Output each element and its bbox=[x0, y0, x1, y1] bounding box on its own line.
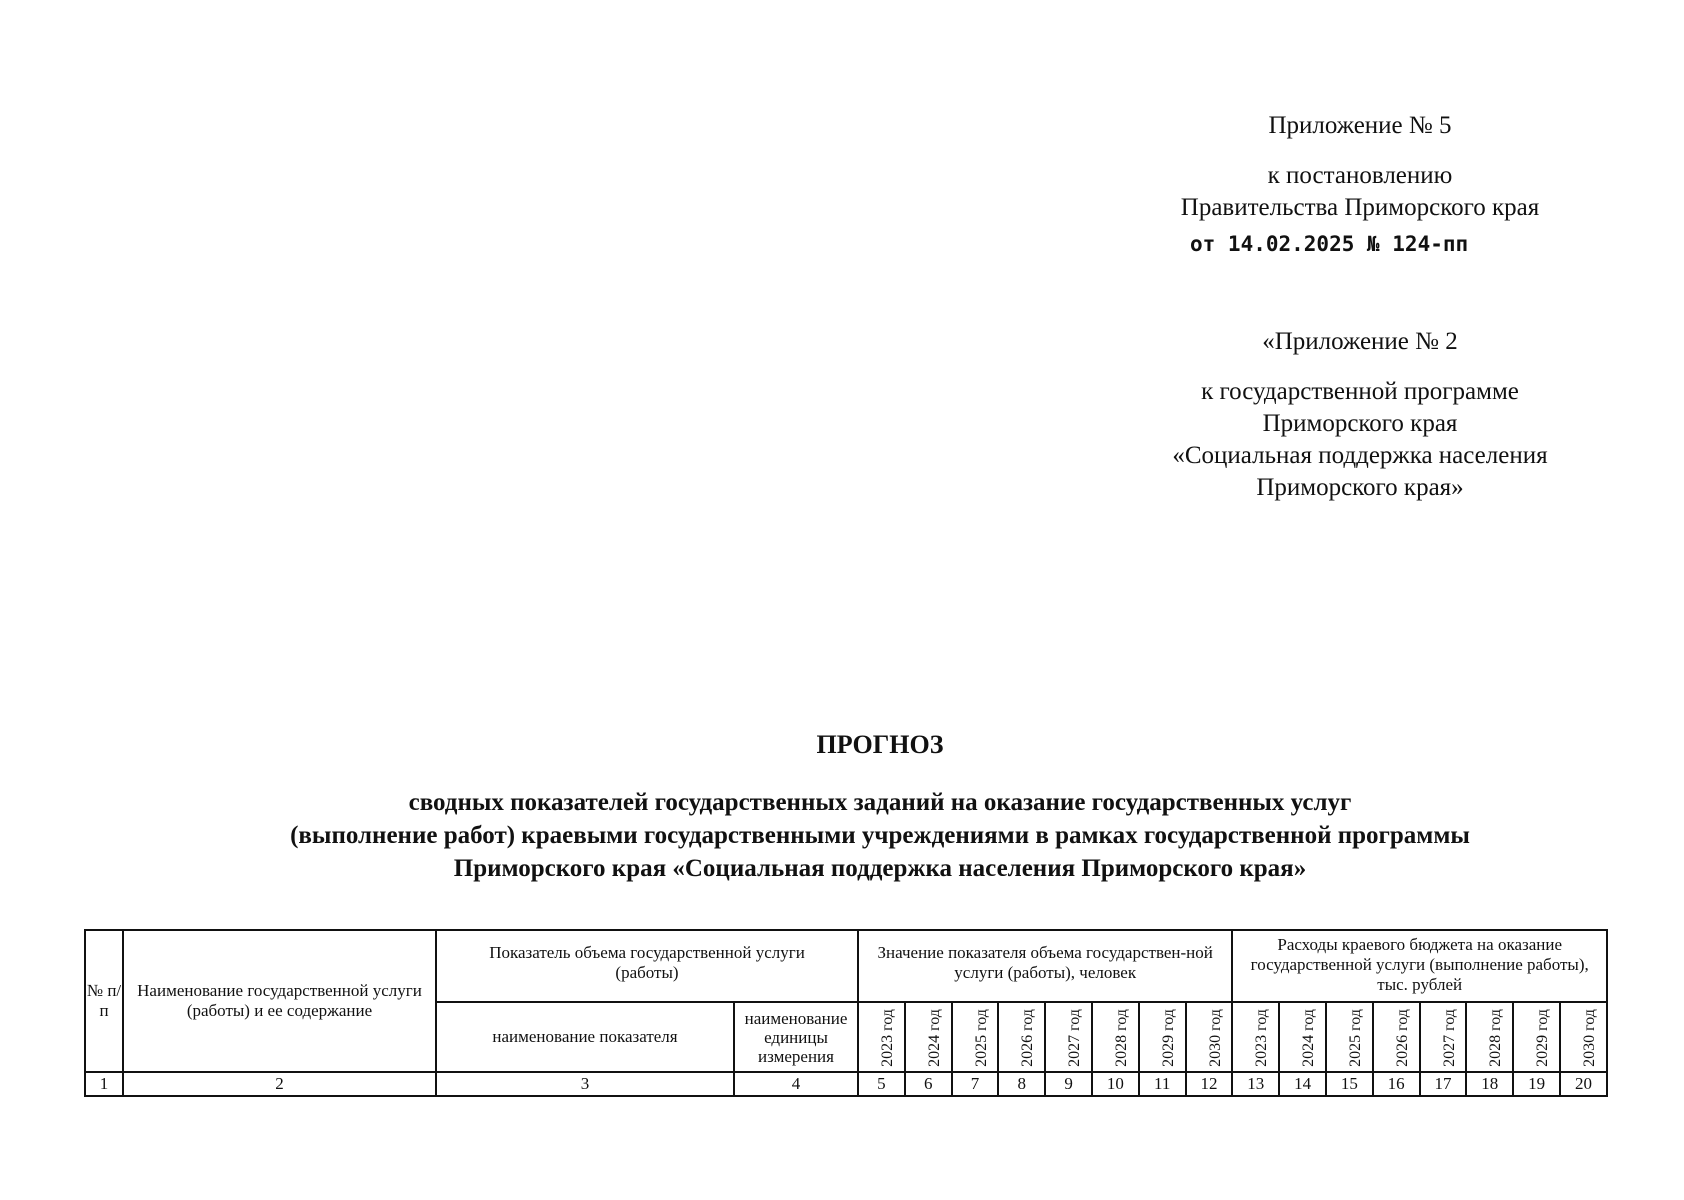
year-label: 2028 год bbox=[1112, 1008, 1130, 1067]
annex-5-title: Приложение № 5 bbox=[1268, 112, 1452, 139]
col-number-header: № п/п bbox=[85, 930, 123, 1072]
year-header-expenses bbox=[1326, 1002, 1373, 1072]
year-header-values bbox=[998, 1002, 1045, 1072]
column-number-cell: 17 bbox=[1420, 1072, 1467, 1096]
year-header-values bbox=[952, 1002, 999, 1072]
col-service-name-header: Наименование государственной услуги (работы) и ее содержание bbox=[123, 930, 436, 1072]
column-number-cell: 2 bbox=[123, 1072, 436, 1096]
column-number-cell: 14 bbox=[1279, 1072, 1326, 1096]
year-header-values bbox=[1139, 1002, 1186, 1072]
indicator-group-header: Показатель объема государственной услуги (работы) bbox=[436, 930, 858, 1002]
annex-2-line1: к государственной программе bbox=[1201, 378, 1519, 405]
year-header-values bbox=[1186, 1002, 1233, 1072]
year-label: 2029 год bbox=[1534, 1008, 1552, 1067]
year-header-expenses bbox=[1279, 1002, 1326, 1072]
year-header-expenses bbox=[1513, 1002, 1560, 1072]
year-label: 2028 год bbox=[1487, 1008, 1505, 1067]
col-unit-header: наименование единицы измерения bbox=[734, 1002, 858, 1072]
annex-5-signature: от 14.02.2025 № 124-пп bbox=[1190, 232, 1469, 256]
annex-2-line4: Приморского края» bbox=[1256, 474, 1464, 501]
column-number-cell: 20 bbox=[1560, 1072, 1607, 1096]
year-header-expenses bbox=[1373, 1002, 1420, 1072]
expenses-group-header: Расходы краевого бюджета на оказание государственной услуги (выполнение работы), тыс. рублей bbox=[1232, 930, 1607, 1002]
annex-2-block bbox=[1140, 326, 1580, 504]
column-number-cell: 3 bbox=[436, 1072, 734, 1096]
column-number-cell: 1 bbox=[85, 1072, 123, 1096]
year-label: 2027 год bbox=[1066, 1008, 1084, 1067]
year-label: 2026 год bbox=[1019, 1008, 1037, 1067]
forecast-table bbox=[84, 929, 1608, 1097]
year-label: 2024 год bbox=[1300, 1008, 1318, 1067]
year-label: 2025 год bbox=[972, 1008, 990, 1067]
document-subtitle bbox=[180, 786, 1580, 885]
subtitle-line-3: Приморского края «Социальная поддержка населения Приморского края» bbox=[453, 855, 1307, 882]
column-number-cell: 13 bbox=[1232, 1072, 1279, 1096]
year-label: 2030 год bbox=[1206, 1008, 1224, 1067]
year-header-values bbox=[858, 1002, 905, 1072]
year-label: 2023 год bbox=[1253, 1008, 1271, 1067]
annex-2-line3: «Социальная поддержка населения bbox=[1172, 442, 1548, 469]
annex-2-title: «Приложение № 2 bbox=[1262, 328, 1458, 355]
subtitle-line-1: сводных показателей государственных заданий на оказание государственных услуг bbox=[408, 789, 1352, 816]
column-number-cell: 4 bbox=[734, 1072, 858, 1096]
year-header-values bbox=[1045, 1002, 1092, 1072]
year-header-expenses bbox=[1466, 1002, 1513, 1072]
year-header-expenses bbox=[1232, 1002, 1279, 1072]
column-number-cell: 7 bbox=[952, 1072, 999, 1096]
year-header-values bbox=[905, 1002, 952, 1072]
column-number-cell: 10 bbox=[1092, 1072, 1139, 1096]
year-header-expenses bbox=[1560, 1002, 1607, 1072]
column-number-cell: 8 bbox=[998, 1072, 1045, 1096]
column-number-cell: 6 bbox=[905, 1072, 952, 1096]
year-label: 2026 год bbox=[1393, 1008, 1411, 1067]
year-header-expenses bbox=[1420, 1002, 1467, 1072]
year-label: 2029 год bbox=[1159, 1008, 1177, 1067]
year-label: 2027 год bbox=[1440, 1008, 1458, 1067]
year-label: 2023 год bbox=[878, 1008, 896, 1067]
column-number-cell: 19 bbox=[1513, 1072, 1560, 1096]
year-label: 2025 год bbox=[1346, 1008, 1364, 1067]
column-number-cell: 9 bbox=[1045, 1072, 1092, 1096]
year-label: 2024 год bbox=[925, 1008, 943, 1067]
annex-2-line2: Приморского края bbox=[1262, 410, 1458, 437]
annex-5-block bbox=[1150, 110, 1570, 260]
annex-5-line2: Правительства Приморского края bbox=[1180, 194, 1540, 221]
values-group-header: Значение показателя объема государствен-ной услуги (работы), человек bbox=[858, 930, 1232, 1002]
column-number-cell: 15 bbox=[1326, 1072, 1373, 1096]
column-number-cell: 18 bbox=[1466, 1072, 1513, 1096]
annex-5-line1: к постановлению bbox=[1267, 162, 1453, 189]
column-number-cell: 16 bbox=[1373, 1072, 1420, 1096]
column-number-cell: 12 bbox=[1186, 1072, 1233, 1096]
document-title: ПРОГНОЗ bbox=[816, 730, 944, 759]
year-header-values bbox=[1092, 1002, 1139, 1072]
subtitle-line-2: (выполнение работ) краевыми государственными учреждениями в рамках государственной программы bbox=[290, 822, 1470, 849]
column-number-cell: 11 bbox=[1139, 1072, 1186, 1096]
column-number-cell: 5 bbox=[858, 1072, 905, 1096]
year-label: 2030 год bbox=[1580, 1008, 1598, 1067]
col-indicator-name-header: наименование показателя bbox=[436, 1002, 734, 1072]
